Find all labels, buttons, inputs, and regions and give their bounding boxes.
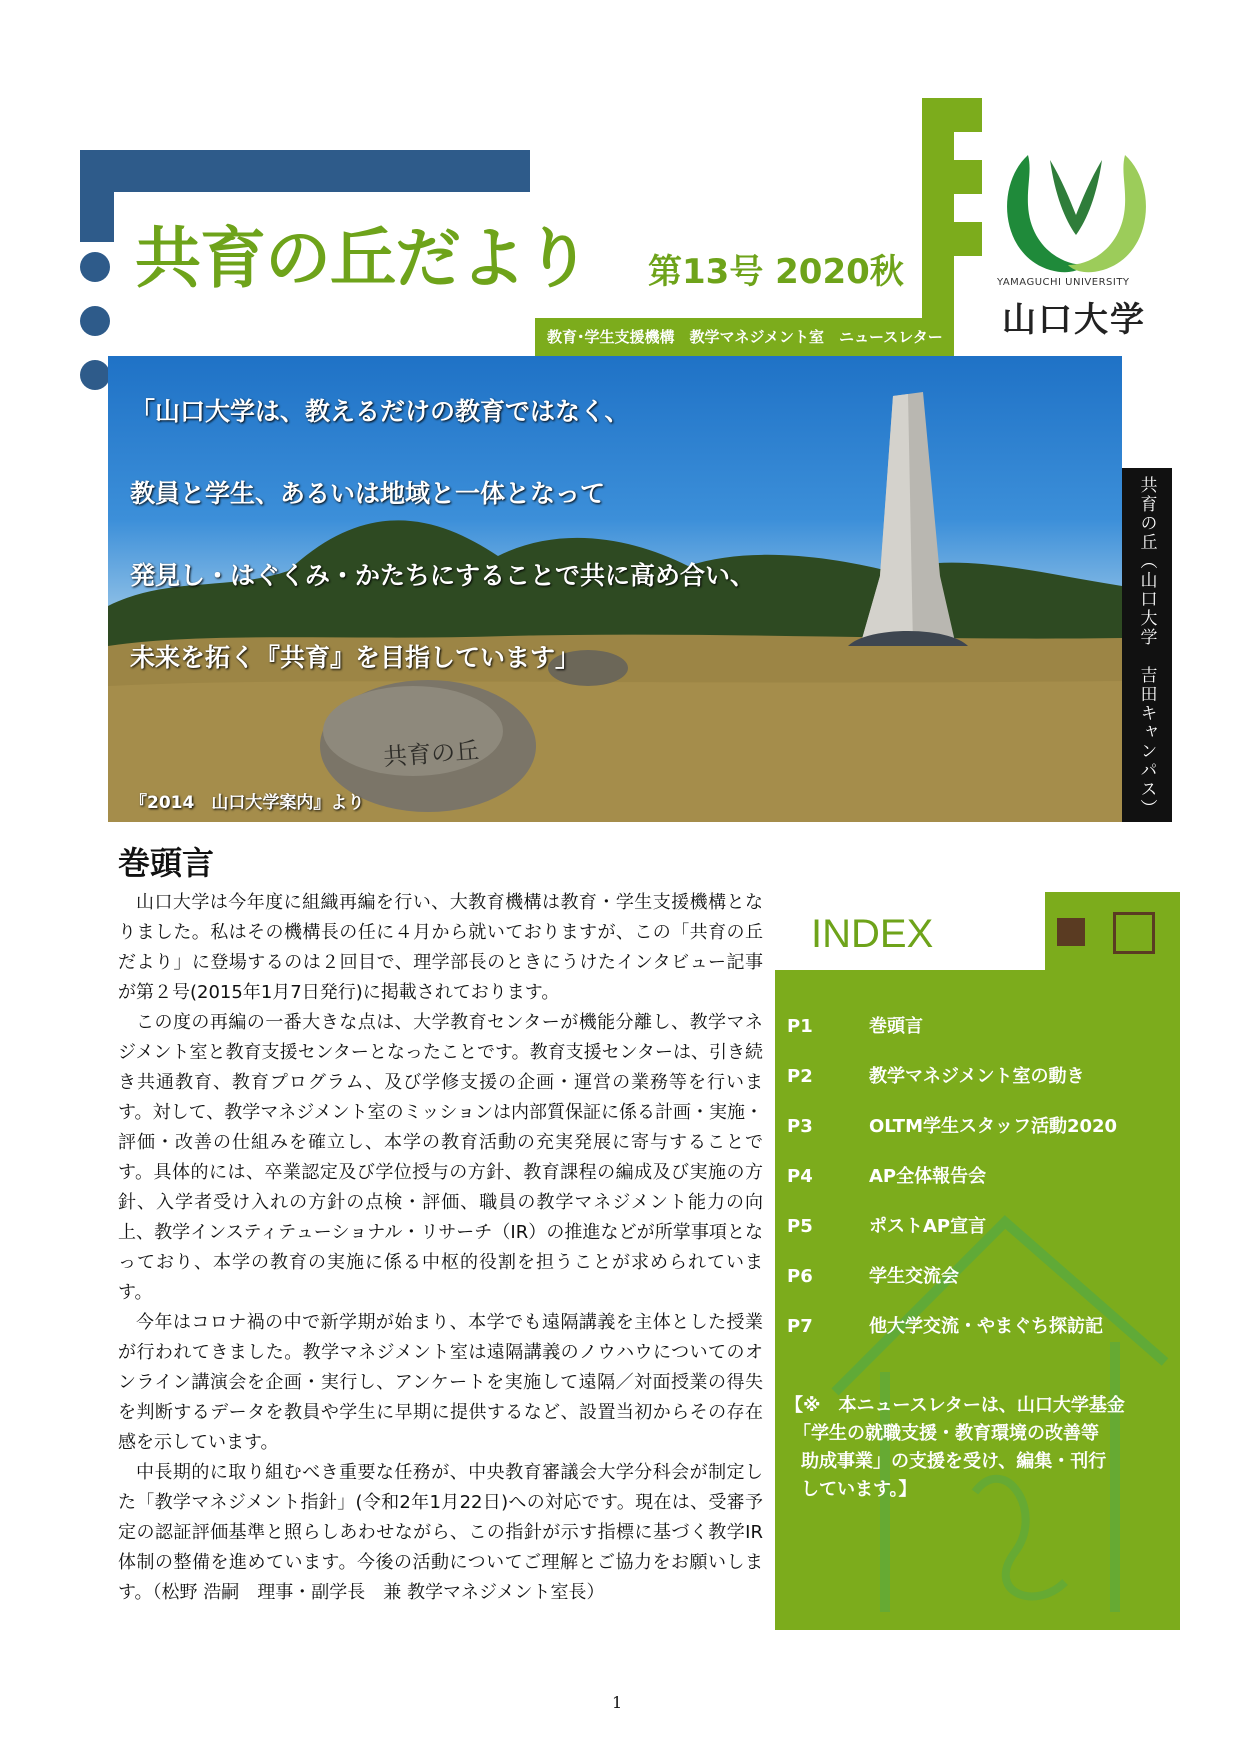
side-label-box	[1122, 468, 1172, 822]
hero-photo	[108, 356, 1122, 822]
index-page: P7	[787, 1316, 813, 1337]
note-line: 「学生の就職支援・教育環境の改善等	[793, 1423, 1099, 1444]
index-page: P6	[787, 1266, 813, 1287]
header-green-strip	[922, 98, 954, 334]
index-item[interactable]	[787, 1062, 1084, 1088]
chalk-decoration	[775, 892, 1180, 1630]
article-heading: 巻頭言	[118, 844, 215, 882]
index-label: 教学マネジメント室の動き	[869, 1066, 1085, 1087]
logo-japanese: 山口大学	[1002, 300, 1146, 340]
stone-inscription: 共育の丘	[382, 736, 481, 772]
index-title: INDEX	[811, 912, 934, 956]
hero-quote-line: 発見し・はぐくみ・かたちにすることで共に高め合い、	[130, 561, 756, 590]
index-page: P3	[787, 1116, 813, 1137]
hero-quote-line: 「山口大学は、教えるだけの教育ではなく、	[130, 397, 630, 426]
decor-square	[1057, 918, 1085, 946]
newsletter-title: 共育の丘だより	[135, 220, 590, 297]
index-page: P4	[787, 1166, 813, 1187]
hero-quote-line: 未来を拓く『共育』を目指しています」	[130, 643, 581, 672]
index-panel	[775, 892, 1180, 1630]
subtitle: 教育･学生支援機構 教学マネジメント室 ニュースレター	[547, 328, 943, 346]
note-line: 助成事業」の支援を受け、編集・刊行	[801, 1451, 1107, 1472]
index-note	[785, 1352, 1175, 1504]
decor-dot	[80, 252, 110, 282]
header-bar-top	[80, 150, 530, 192]
index-item[interactable]	[787, 1112, 1117, 1138]
hero-quote-line: 教員と学生、あるいは地域と一体となって	[130, 479, 606, 508]
issue-label: 第13号 2020秋	[648, 252, 904, 292]
article-paragraph: 今年はコロナ禍の中で新学期が始まり、本学でも遠隔講義を主体とした授業が行われてきました。教学マネジメント室は遠隔講義のノウハウについてのオンライン講演会を企画・実行し、アンケートを実施して遠隔／対面授業の得失を判断するデータを教員や学生に早期に提供するなど、設置当初からその存在感を示しています。	[118, 1312, 763, 1453]
subtitle-bar	[535, 318, 954, 356]
article-paragraph: 中長期的に取り組むべき重要な任務が、中央教育審議会大学分科会が制定した「教学マネジメント指針」(令和2年1月22日)への対応です。現在は、受審予定の認証評価基準と照らしあわせながら、この指針が示す指標に基づく教学IR体制の整備を進めています。今後の活動についてご理解とご協力をお願いします。（松野 浩嗣 理事・副学長 兼 教学マネジメント室長）	[118, 1462, 763, 1603]
index-item[interactable]	[787, 1262, 959, 1288]
index-label: OLTM学生スタッフ活動2020	[869, 1116, 1118, 1137]
note-line: 【※ 本ニュースレターは、山口大学基金	[785, 1395, 1125, 1416]
index-page: P1	[787, 1016, 813, 1037]
index-label: 学生交流会	[869, 1266, 959, 1287]
decor-square	[950, 160, 982, 194]
index-item[interactable]	[787, 1312, 1103, 1338]
index-label: ポストAP宣言	[869, 1216, 987, 1237]
index-label: 他大学交流・やまぐち探訪記	[869, 1316, 1103, 1337]
article-paragraph: 山口大学は今年度に組織再編を行い、大教育機構は教育・学生支援機構となりました。私はその機構長の任に４月から就いておりますが、この「共育の丘だより」に登場するのは２回目で、理学部長のときにうけたインタビュー記事が第２号(2015年1月7日発行)に掲載されております。	[118, 892, 763, 1003]
index-item[interactable]	[787, 1012, 923, 1038]
decor-dot	[80, 360, 110, 390]
index-item[interactable]	[787, 1212, 986, 1238]
logo-english: YAMAGUCHI UNIVERSITY	[997, 277, 1130, 288]
note-line: しています。】	[801, 1479, 917, 1500]
decor-dot	[80, 306, 110, 336]
header-bar-left	[80, 150, 114, 242]
hero-caption: 『2014 山口大学案内』より	[130, 793, 365, 813]
article-body	[118, 888, 763, 1608]
index-item[interactable]	[787, 1162, 986, 1188]
index-label: AP全体報告会	[869, 1166, 987, 1187]
side-label: 共育の丘（山口大学 吉田キャンパス）	[1136, 476, 1157, 818]
index-label: 巻頭言	[869, 1016, 923, 1037]
decor-square	[950, 98, 982, 132]
index-page: P5	[787, 1216, 813, 1237]
page-number: 1	[612, 1693, 623, 1712]
decor-square	[950, 222, 982, 256]
article-paragraph: この度の再編の一番大きな点は、大学教育センターが機能分離し、教学マネジメント室と教育支援センターとなったことです。教育支援センターは、引き続き共通教育、教育プログラム、及び学修支援の企画・運営の業務等を行います。対して、教学マネジメント室のミッションは内部質保証に係る計画・実施・評価・改善の仕組みを確立し、本学の教育活動の充実発展に寄与することです。具体的には、卒業認定及び学位授与の方針、教育課程の編成及び実施の方針、入学者受け入れの方針の点検・評価、職員の教学マネジメント能力の向上、教学インスティテューショナル・リサーチ（IR）の推進などが所掌事項となっており、本学の教育の実施に係る中枢的役割を担うことが求められています。	[118, 1012, 763, 1303]
index-page: P2	[787, 1066, 813, 1087]
decor-square	[1113, 912, 1155, 954]
